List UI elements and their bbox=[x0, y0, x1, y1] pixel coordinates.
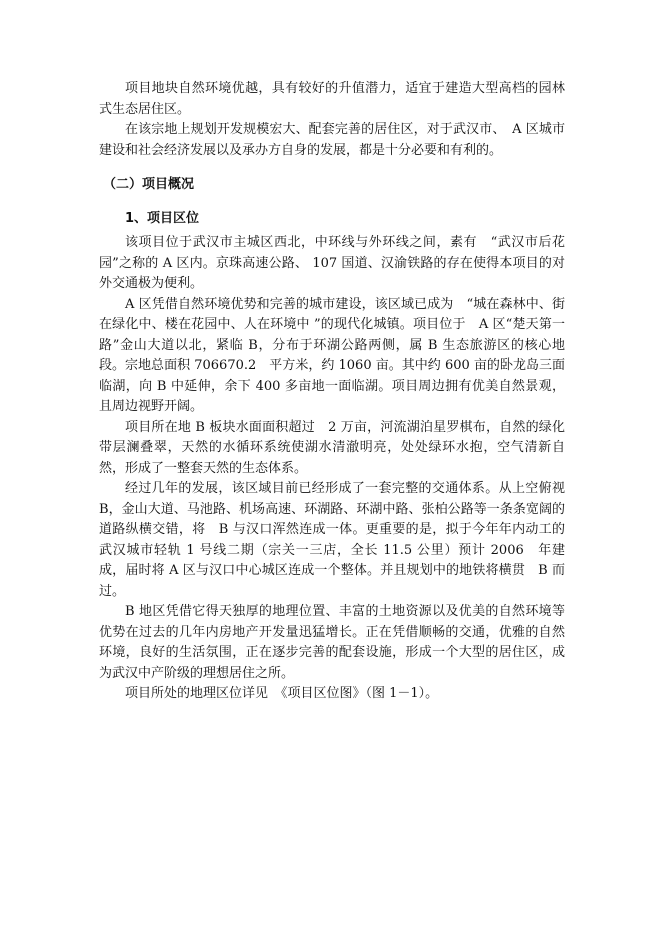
body-paragraph-3: 项目所在地 B 板块水面面积超过 2 万亩，河流湖泊星罗棋布，自然的绿化带层澜叠翠，天然的水循环系统使湖水清澈明亮，处处绿环水抱，空气清新自然，形成了一整套天然的生态体系。 bbox=[99, 419, 565, 476]
body-paragraph-1: 该项目位于武汉市主城区西北，中环线与外环线之间，素有 “武汉市后花园”之称的 A 区内。京珠高速公路、 107 国道、汉渝铁路的存在使得本项目的对外交通极为便利。 bbox=[99, 235, 565, 291]
document-body bbox=[99, 79, 565, 705]
section-heading: （二）项目概况 bbox=[103, 177, 195, 192]
subsection-heading: 1、项目区位 bbox=[125, 211, 200, 226]
body-paragraph-4: 经过几年的发展，该区域目前已经形成了一套完整的交通体系。从上空俯视 B，金山大道、马池路、机场高速、环湖路、环湖中路、张柏公路等一条条宽阔的道路纵横交错，将 B 与汉口浑然连成一体。更重要的是，拟于今年年内动工的武汉城市轻轨 1 号线二期（宗关一三店，全长 11.5 公里）预计 2006 年建成，届时将 A 区与汉口中心城区连成一个整体。并且规划中的地铁将横贯 B 而过。 bbox=[99, 481, 565, 599]
body-paragraph-2: A 区凭借自然环境优势和完善的城市建设，该区域已成为 “城在森林中、街在绿化中、楼在花园中、人在环境中 ”的现代化城镇。项目位于 A 区“楚天第一路”金山大道以北，紧临 B，分布于环湖公路两侧，属 B 生态旅游区的核心地段。宗地总面积 706670.2 平方米，约 1060 亩。其中约 600 亩的卧龙岛三面临湖，向 B 中延伸，余下 400 多亩地一面临湖。项目周边拥有优美自然景观，且周边视野开阔。 bbox=[99, 296, 565, 414]
intro-paragraph-2: 在该宗地上规划开发规模宏大、配套完善的居住区，对于武汉市、 A 区城市建设和社会经济发展以及承办方自身的发展，都是十分必要和有利的。 bbox=[99, 122, 565, 158]
body-paragraph-6: 项目所处的地理区位详见 《项目区位图》（图 1－1）。 bbox=[125, 686, 439, 701]
body-paragraph-5: B 地区凭借它得天独厚的地理位置、丰富的土地资源以及优美的自然环境等优势在过去的几年内房地产开发量迅猛增长。正在凭借顺畅的交通，优雅的自然环境，良好的生活氛围，正在逐步完善的配套设施，形成一个大型的居住区，成为武汉中产阶级的理想居住之所。 bbox=[99, 604, 565, 681]
intro-paragraph-1: 项目地块自然环境优越，具有较好的升值潜力，适宜于建造大型高档的园林式生态居住区。 bbox=[99, 81, 565, 117]
